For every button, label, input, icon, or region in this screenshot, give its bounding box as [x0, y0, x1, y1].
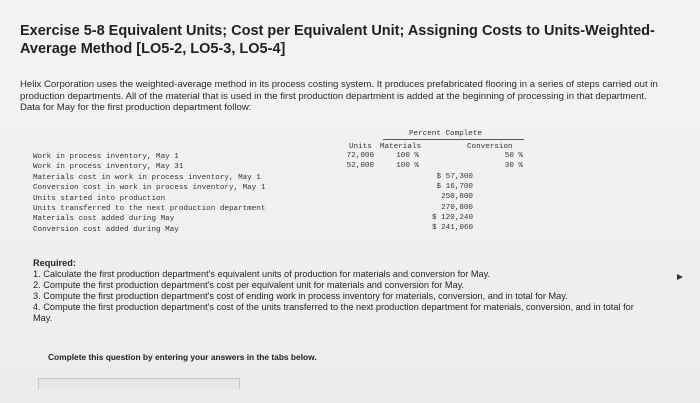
cursor-arrow-icon — [677, 274, 683, 280]
row-label: Conversion cost in work in process inventory, May 1 — [33, 184, 266, 193]
row-label: Conversion cost added during May — [33, 225, 179, 234]
cost-value: $ 241,060 — [431, 224, 473, 232]
percent-complete-header: Percent Complete — [409, 130, 482, 138]
intro-paragraph: Helix Corporation uses the weighted-average method in its process costing system. It produces prefabricated flooring in a series of steps carried out in production departments. All of the material that is used in the first production department is added at the beginning of processing in that department. Data for May for the first production department follow: — [20, 79, 658, 113]
units-value: 52,000 — [346, 162, 374, 170]
row-label: Work in process inventory, May 31 — [33, 163, 184, 172]
required-item: 2. Compute the first production department's cost per equivalent unit for materials and conversion for May. — [33, 279, 465, 290]
instructions-text: Complete this question by entering your answers in the tabs below. — [48, 352, 317, 362]
cost-value: $ 120,240 — [431, 214, 473, 222]
row-label: Units transferred to the next production department — [33, 205, 266, 214]
required-heading: Required: — [33, 258, 76, 268]
cost-value: 270,800 — [441, 204, 473, 212]
units-header: Units — [349, 143, 372, 151]
row-labels — [33, 152, 265, 235]
exercise-title: Exercise 5-8 Equivalent Units; Cost per Equivalent Unit; Assigning Costs to Units-Weighted-Average Method [LO5-2, LO5-3, LO5-4] — [20, 23, 655, 57]
required-item: 1. Calculate the first production department's equivalent units of production for materials and conversion for May. — [33, 268, 491, 279]
conversion-value: 50 % — [504, 152, 523, 160]
required-item: 3. Compute the first production department's cost of ending work in process inventory for materials, conversion, and in total for May. — [33, 290, 568, 301]
conversion-value: 30 % — [504, 162, 523, 170]
answer-tabs[interactable] — [38, 378, 240, 389]
percent-complete-rule — [383, 139, 524, 140]
materials-header: Materials — [380, 143, 422, 151]
units-value: 72,000 — [346, 152, 374, 160]
row-label: Materials cost in work in process inventory, May 1 — [33, 173, 261, 182]
conversion-header: Conversion — [467, 143, 513, 151]
row-label: Units started into production — [33, 194, 166, 203]
row-label: Materials cost added during May — [33, 215, 175, 224]
materials-value: 100 % — [396, 152, 419, 160]
row-label: Work in process inventory, May 1 — [33, 153, 179, 161]
data-table — [33, 128, 533, 248]
cost-value: $ 57,300 — [436, 173, 473, 181]
cost-value: $ 16,700 — [436, 183, 473, 191]
materials-value: 100 % — [396, 162, 419, 170]
required-item: 4. Compute the first production department's cost of the units transferred to the next production department for materials, conversion, and in total for May. — [33, 301, 634, 323]
required-section — [33, 258, 653, 323]
cost-value: 250,800 — [441, 193, 473, 201]
